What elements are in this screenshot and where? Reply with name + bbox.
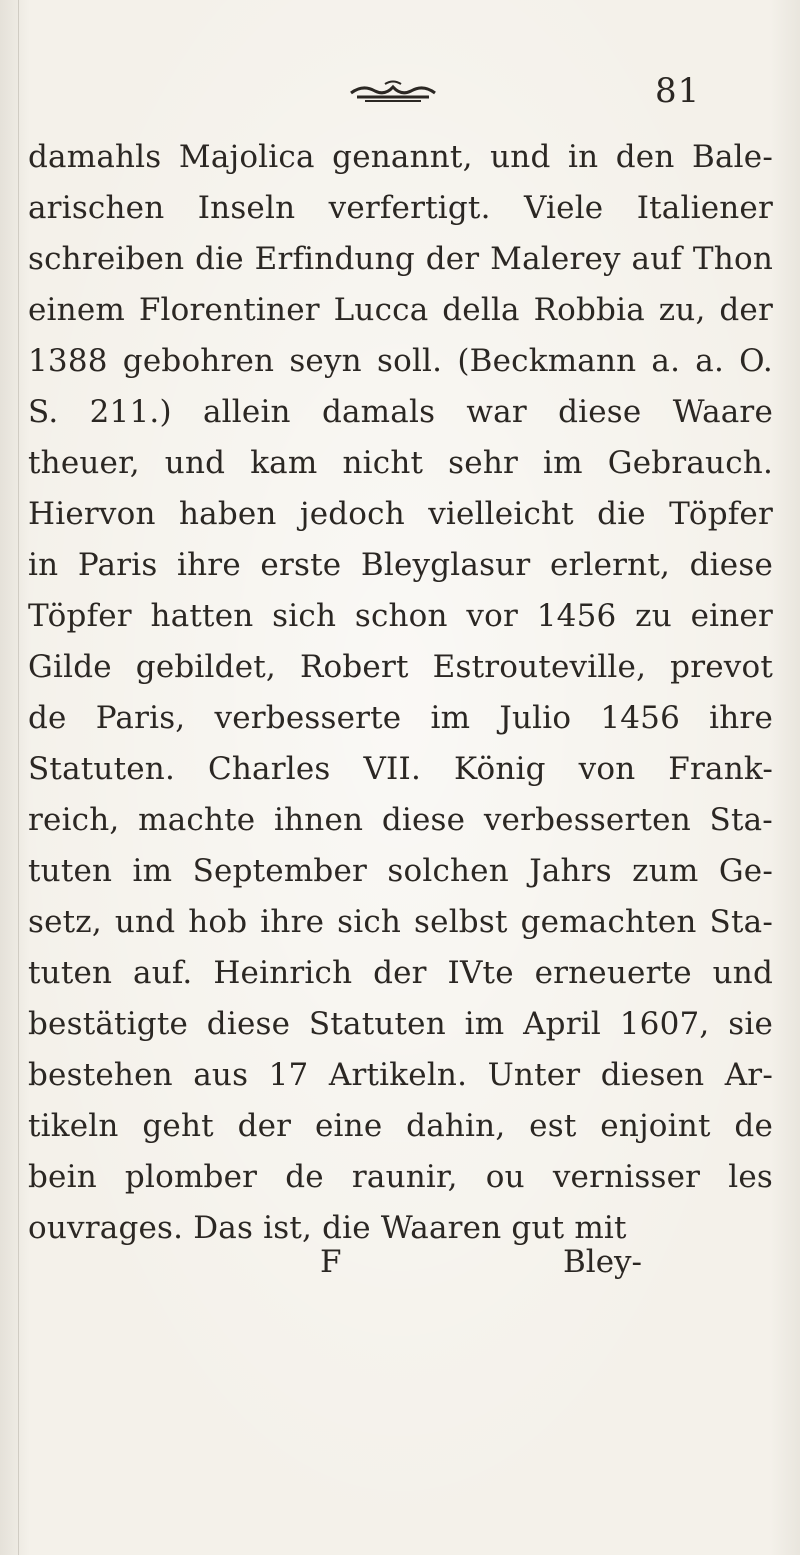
text-line: in Paris ihre erste Bleyglasur erlernt, diese [28,547,773,583]
catchword: Bley- [563,1244,643,1280]
text-line: bein plomber de raunir, ou vernisser les [28,1159,773,1195]
text-line: arischen Inseln verfertigt. Viele Italiener [28,190,773,226]
text-line: bestehen aus 17 Artikeln. Unter diesen Ar- [28,1057,773,1093]
text-line: setz, und hob ihre sich selbst gemachten Sta- [28,904,773,940]
text-line: tuten im September solchen Jahrs zum Ge- [28,853,773,889]
body-text [28,132,773,1254]
text-line: Töpfer hatten sich schon vor 1456 zu einer [28,598,773,634]
text-line: ouvrages. Das ist, die Waaren gut mit [28,1210,627,1246]
text-line: Statuten. Charles VII. König von Frank- [28,751,773,787]
text-line: theuer, und kam nicht sehr im Gebrauch. [28,445,773,481]
text-line: tikeln geht der eine dahin, est enjoint de [28,1108,773,1144]
text-line: de Paris, verbesserte im Julio 1456 ihre [28,700,773,736]
text-line: reich, machte ihnen diese verbesserten Sta- [28,802,773,838]
printers-ornament-icon [343,78,443,104]
page-footer [28,1242,773,1282]
text-line: bestätigte diese Statuten im April 1607, sie [28,1006,773,1042]
text-line: einem Florentiner Lucca della Robbia zu, der [28,292,773,328]
page-number: 81 [655,71,701,111]
text-line: schreiben die Erfindung der Malerey auf Thon [28,241,773,277]
page-gutter-edge [18,0,19,1555]
text-line: damahls Majolica genannt, und in den Bale- [28,139,773,175]
text-line: 1388 gebohren seyn soll. (Beckmann a. a. O. [28,343,773,379]
text-line: Hiervon haben jedoch vielleicht die Töpfer [28,496,773,532]
text-line: S. 211.) allein damals war diese Waare [28,394,773,430]
text-line: Gilde gebildet, Robert Estrouteville, prevot [28,649,773,685]
text-line: tuten auf. Heinrich der IVte erneuerte und [28,955,773,991]
signature-mark: F [320,1244,342,1280]
